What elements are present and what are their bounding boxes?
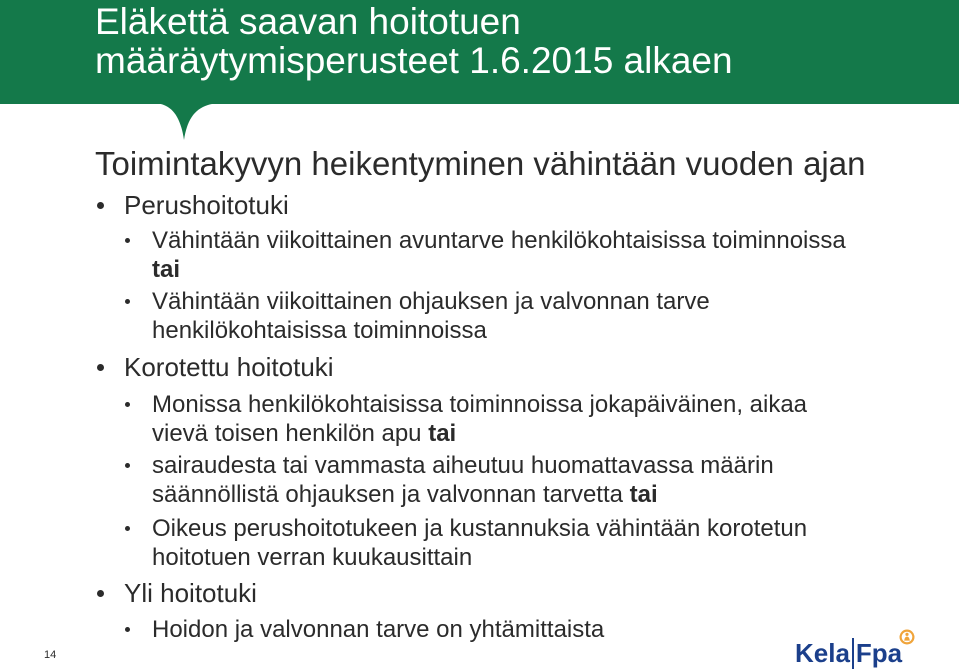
- bullet-korotettu-hoitotuki: [124, 352, 334, 382]
- bullet-label: Yli hoitotuki: [124, 578, 257, 608]
- item-line: [152, 255, 846, 284]
- item-line: Vähintään viikoittainen avuntarve henkilökohtaisissa toiminnoissa: [152, 227, 846, 254]
- sub-bullet-item: [152, 287, 710, 345]
- bullet-icon: [125, 402, 130, 407]
- logo-text-fpa: Fpa: [855, 638, 903, 668]
- item-line: Hoidon ja valvonnan tarve on yhtämittaista: [152, 616, 605, 643]
- sub-bullet-item: [152, 390, 807, 448]
- kela-fpa-logo: [795, 638, 902, 670]
- bullet-icon: [125, 238, 130, 243]
- bullet-icon: [125, 299, 130, 304]
- header-band: [0, 0, 959, 104]
- emphasis-conjunction: tai: [629, 481, 658, 508]
- header-pointer-tail: [152, 103, 222, 141]
- kela-emblem-icon: [899, 629, 915, 645]
- bullet-icon: [125, 526, 130, 531]
- item-line: [152, 480, 774, 509]
- slide-title-line-2: määräytymisperusteet 1.6.2015 alkaen: [95, 40, 733, 81]
- item-line: Monissa henkilökohtaisissa toiminnoissa jokapäiväinen, aikaa: [152, 391, 808, 418]
- slide-title-line-1: Eläkettä saavan hoitotuen: [95, 1, 521, 42]
- emphasis-conjunction: tai: [152, 256, 181, 283]
- sub-bullet-item: [152, 451, 774, 509]
- item-line-text: vievä toisen henkilön apu: [152, 420, 422, 447]
- item-line: henkilökohtaisissa toiminnoissa: [152, 317, 487, 344]
- emphasis-conjunction: tai: [428, 420, 457, 447]
- bullet-icon: [125, 463, 130, 468]
- item-line-text: säännöllistä ohjauksen ja valvonnan tarvetta: [152, 481, 623, 508]
- slide-title: [95, 2, 733, 80]
- sub-bullet-item: [152, 514, 807, 572]
- bullet-perushoitotuki: [124, 190, 289, 220]
- sub-bullet-item: [152, 615, 604, 644]
- bullet-label: Perushoitotuki: [124, 190, 289, 220]
- logo-divider: [852, 638, 854, 669]
- item-line: Vähintään viikoittainen ohjauksen ja valvonnan tarve: [152, 288, 710, 315]
- page-number: 14: [44, 649, 57, 661]
- bullet-icon: [97, 202, 104, 209]
- item-line: hoitotuen verran kuukausittain: [152, 544, 473, 571]
- sub-bullet-item: [152, 226, 846, 284]
- item-line: Oikeus perushoitotukeen ja kustannuksia vähintään korotetun: [152, 515, 808, 542]
- item-line: sairaudesta tai vammasta aiheutuu huomattavassa määrin: [152, 452, 774, 479]
- section-heading: Toimintakyvyn heikentyminen vähintään vuoden ajan: [95, 145, 866, 182]
- bullet-icon: [97, 590, 104, 597]
- bullet-icon: [97, 364, 104, 371]
- logo-text-kela: Kela: [795, 638, 850, 668]
- bullet-yli-hoitotuki: [124, 578, 257, 608]
- item-line: [152, 419, 807, 448]
- bullet-label: Korotettu hoitotuki: [124, 352, 334, 382]
- bullet-icon: [125, 627, 130, 632]
